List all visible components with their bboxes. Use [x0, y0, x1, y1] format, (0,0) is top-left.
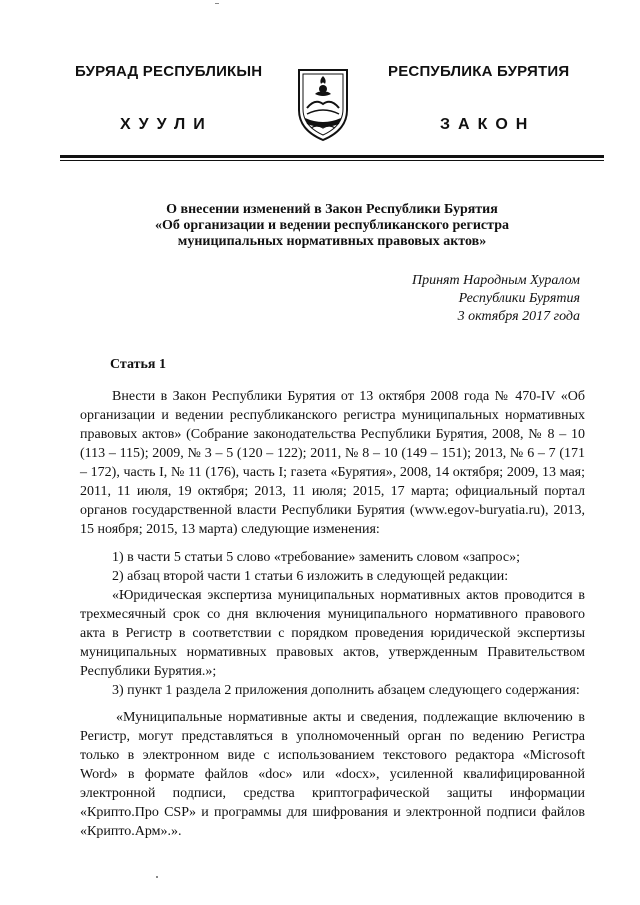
- article-quote-2: «Муниципальные нормативные акты и сведения, подлежащие включению в Регистр, могут представляться в уполномоченный орган по ведению Регистра только в электронном виде с использованием текстового редактора «Microsoft Word» в формате файлов «doc» или «docx», усиленной квалифицированной электронной подписи, средства криптографической защиты информации «Крипто.Про CSP» и программы для шифрования и электронной подписи файлов «Крипто.Арм».».: [80, 710, 585, 839]
- scan-mark: [156, 876, 158, 878]
- header-republic-buryatia: РЕСПУБЛИКА БУРЯТИЯ: [388, 63, 570, 80]
- coat-of-arms-icon: [293, 64, 353, 144]
- header-buryat-republic: БУРЯАД РЕСПУБЛИКЫН: [75, 63, 263, 80]
- law-title-line-3: муниципальных нормативных правовых актов»: [177, 234, 487, 249]
- article-item-2: 2) абзац второй части 1 статьи 6 изложить в следующей редакции:: [112, 569, 509, 584]
- law-title-line-2: «Об организации и ведении республиканского регистра: [155, 218, 509, 233]
- adoption-date: 3 октября 2017 года: [457, 309, 580, 324]
- article-quote-1: «Юридическая экспертиза муниципальных нормативных актов проводится в трехмесячный срок со дня включения муниципального нормативного правового акта в Регистр в соответствии с порядком проведения юридической экспертизы муниципальных нормативных правовых актов, утвержденным Правительством Республики Бурятия.»;: [80, 588, 585, 679]
- article-heading: Статья 1: [110, 357, 166, 372]
- scan-mark: [215, 3, 219, 4]
- header-zakon: ЗАКОН: [440, 116, 536, 133]
- law-title-line-1: О внесении изменений в Закон Республики Бурятия: [166, 202, 498, 217]
- header-divider-thin: [60, 160, 604, 161]
- article-item-1: 1) в части 5 статьи 5 слово «требование» заменить словом «запрос»;: [112, 550, 520, 565]
- header-khuuli: ХУУЛИ: [120, 116, 213, 133]
- article-item-3: 3) пункт 1 раздела 2 приложения дополнить абзацем следующего содержания:: [112, 683, 580, 698]
- adoption-line-2: Республики Бурятия: [458, 291, 580, 306]
- article-paragraph: Внести в Закон Республики Бурятия от 13 октября 2008 года № 470-IV «Об организации и ведении республиканского регистра муниципальных нормативных правовых актов» (Собрание законодательства Республики Бурятия, 2008, № 8 – 10 (113 – 115); 2009, № 3 – 5 (120 – 122); 2011, № 8 – 10 (149 – 151); 2013, № 6 – 7 (171 – 172), часть I, № 11 (176), часть I; газета «Бурятия», 2008, 14 октября; 2009, 13 мая; 2011, 11 июля, 19 октября; 2013, 11 июля; 2015, 17 марта; официальный портал органов государственной власти Республики Бурятия (www.egov-buryatia.ru), 2013, 15 ноября; 2015, 13 марта) следующие изменения:: [80, 389, 585, 537]
- adoption-line-1: Принят Народным Хуралом: [411, 273, 580, 288]
- law-title: [60, 202, 604, 250]
- header-divider-thick: [60, 155, 604, 158]
- adoption-note: [412, 272, 580, 326]
